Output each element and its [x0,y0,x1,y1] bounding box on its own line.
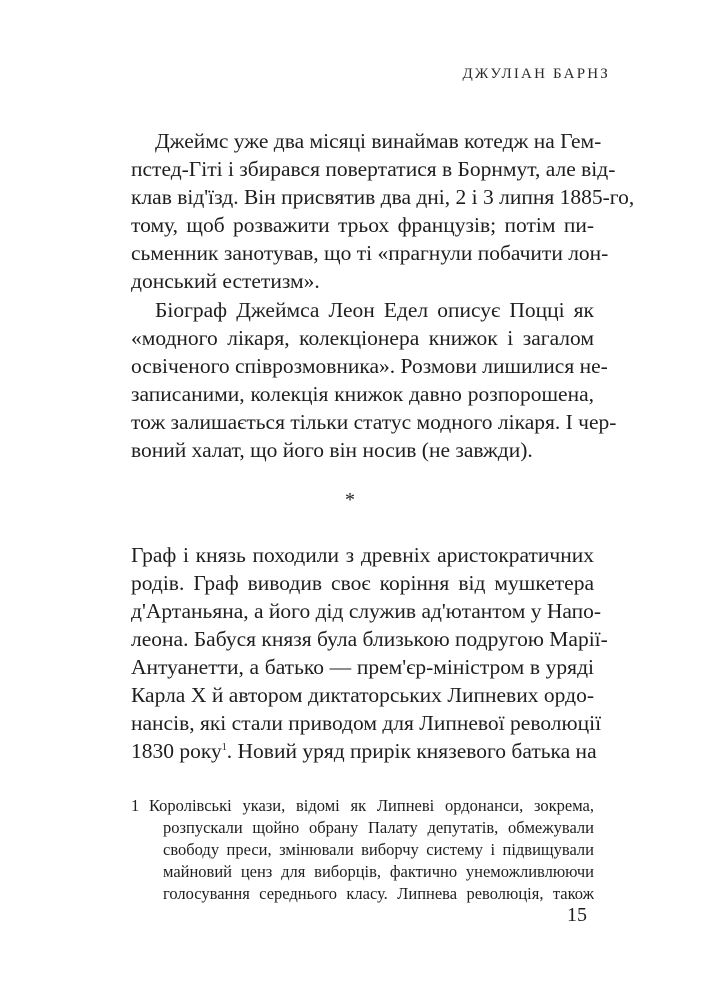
text-segment: 1830 року [131,739,222,763]
footnote-line: свободу преси, змінювали виборчу систему і підвищували [163,840,594,859]
footnote-line: майновий ценз для виборців, фактично унеможливлюючи [163,862,594,881]
text-line: родів. Граф виводив своє коріння від мушкетера [131,571,594,595]
text-line: д'Артаньяна, а його дід служив ад'ютантом у Напо- [131,599,602,623]
text-line: Біограф Джеймса Леон Едел описує Поцці як [155,298,594,322]
text-line [131,737,597,765]
text-line: пстед-Гіті і збирався повертатися в Борнмут, але від- [131,157,616,181]
text-line: освіченого співрозмовника». Розмови лишилися не- [131,354,608,378]
text-line: Граф і князь походили з древніх аристократичних [131,543,594,567]
text-line: донський естетизм». [131,269,320,293]
text-line: записаними, колекція книжок давно розпорошена, [131,382,594,406]
running-head-author: ДЖУЛІАН БАРНЗ [462,66,610,82]
text-line: Антуанетти, а батько — прем'єр-міністром в уряді [131,655,594,679]
text-line: леона. Бабуся князя була близькою подругою Марії- [131,627,608,651]
text-segment: . Новий уряд прирік князевого батька на [226,739,597,763]
page-number: 15 [567,904,587,926]
text-line: Джеймс уже два місяці винаймав котедж на Гем- [155,129,602,153]
text-line: нансів, які стали приводом для Липневої революції [131,711,602,735]
text-line: клав від'їзд. Він присвятив два дні, 2 і 3 липня 1885-го, [131,185,635,209]
footnote-line: голосування середнього класу. Липнева революція, також [163,884,594,903]
section-break-asterisk: * [345,489,355,511]
footnote-text: Королівські укази, відомі як Липневі ордонанси, зокрема, [149,796,594,815]
text-line: воний халат, що його він носив (не завжди). [131,438,533,462]
text-line: тому, щоб розважити трьох французів; потім пи- [131,213,594,237]
footnote-marker: 1 [131,796,140,815]
footnote-line [131,795,594,817]
footnote-reference[interactable]: 1 [221,741,227,753]
text-line: Карла X й автором диктаторських Липневих ордо- [131,683,594,707]
text-line: тож залишається тільки статус модного лікаря. І чер- [131,410,617,434]
text-line: «модного лікаря, колекціонера книжок і загалом [131,326,594,350]
footnote-line: розпускали щойно обрану Палату депутатів, обмежували [163,818,594,837]
text-line: сьменник занотував, що ті «прагнули побачити лон- [131,241,609,265]
